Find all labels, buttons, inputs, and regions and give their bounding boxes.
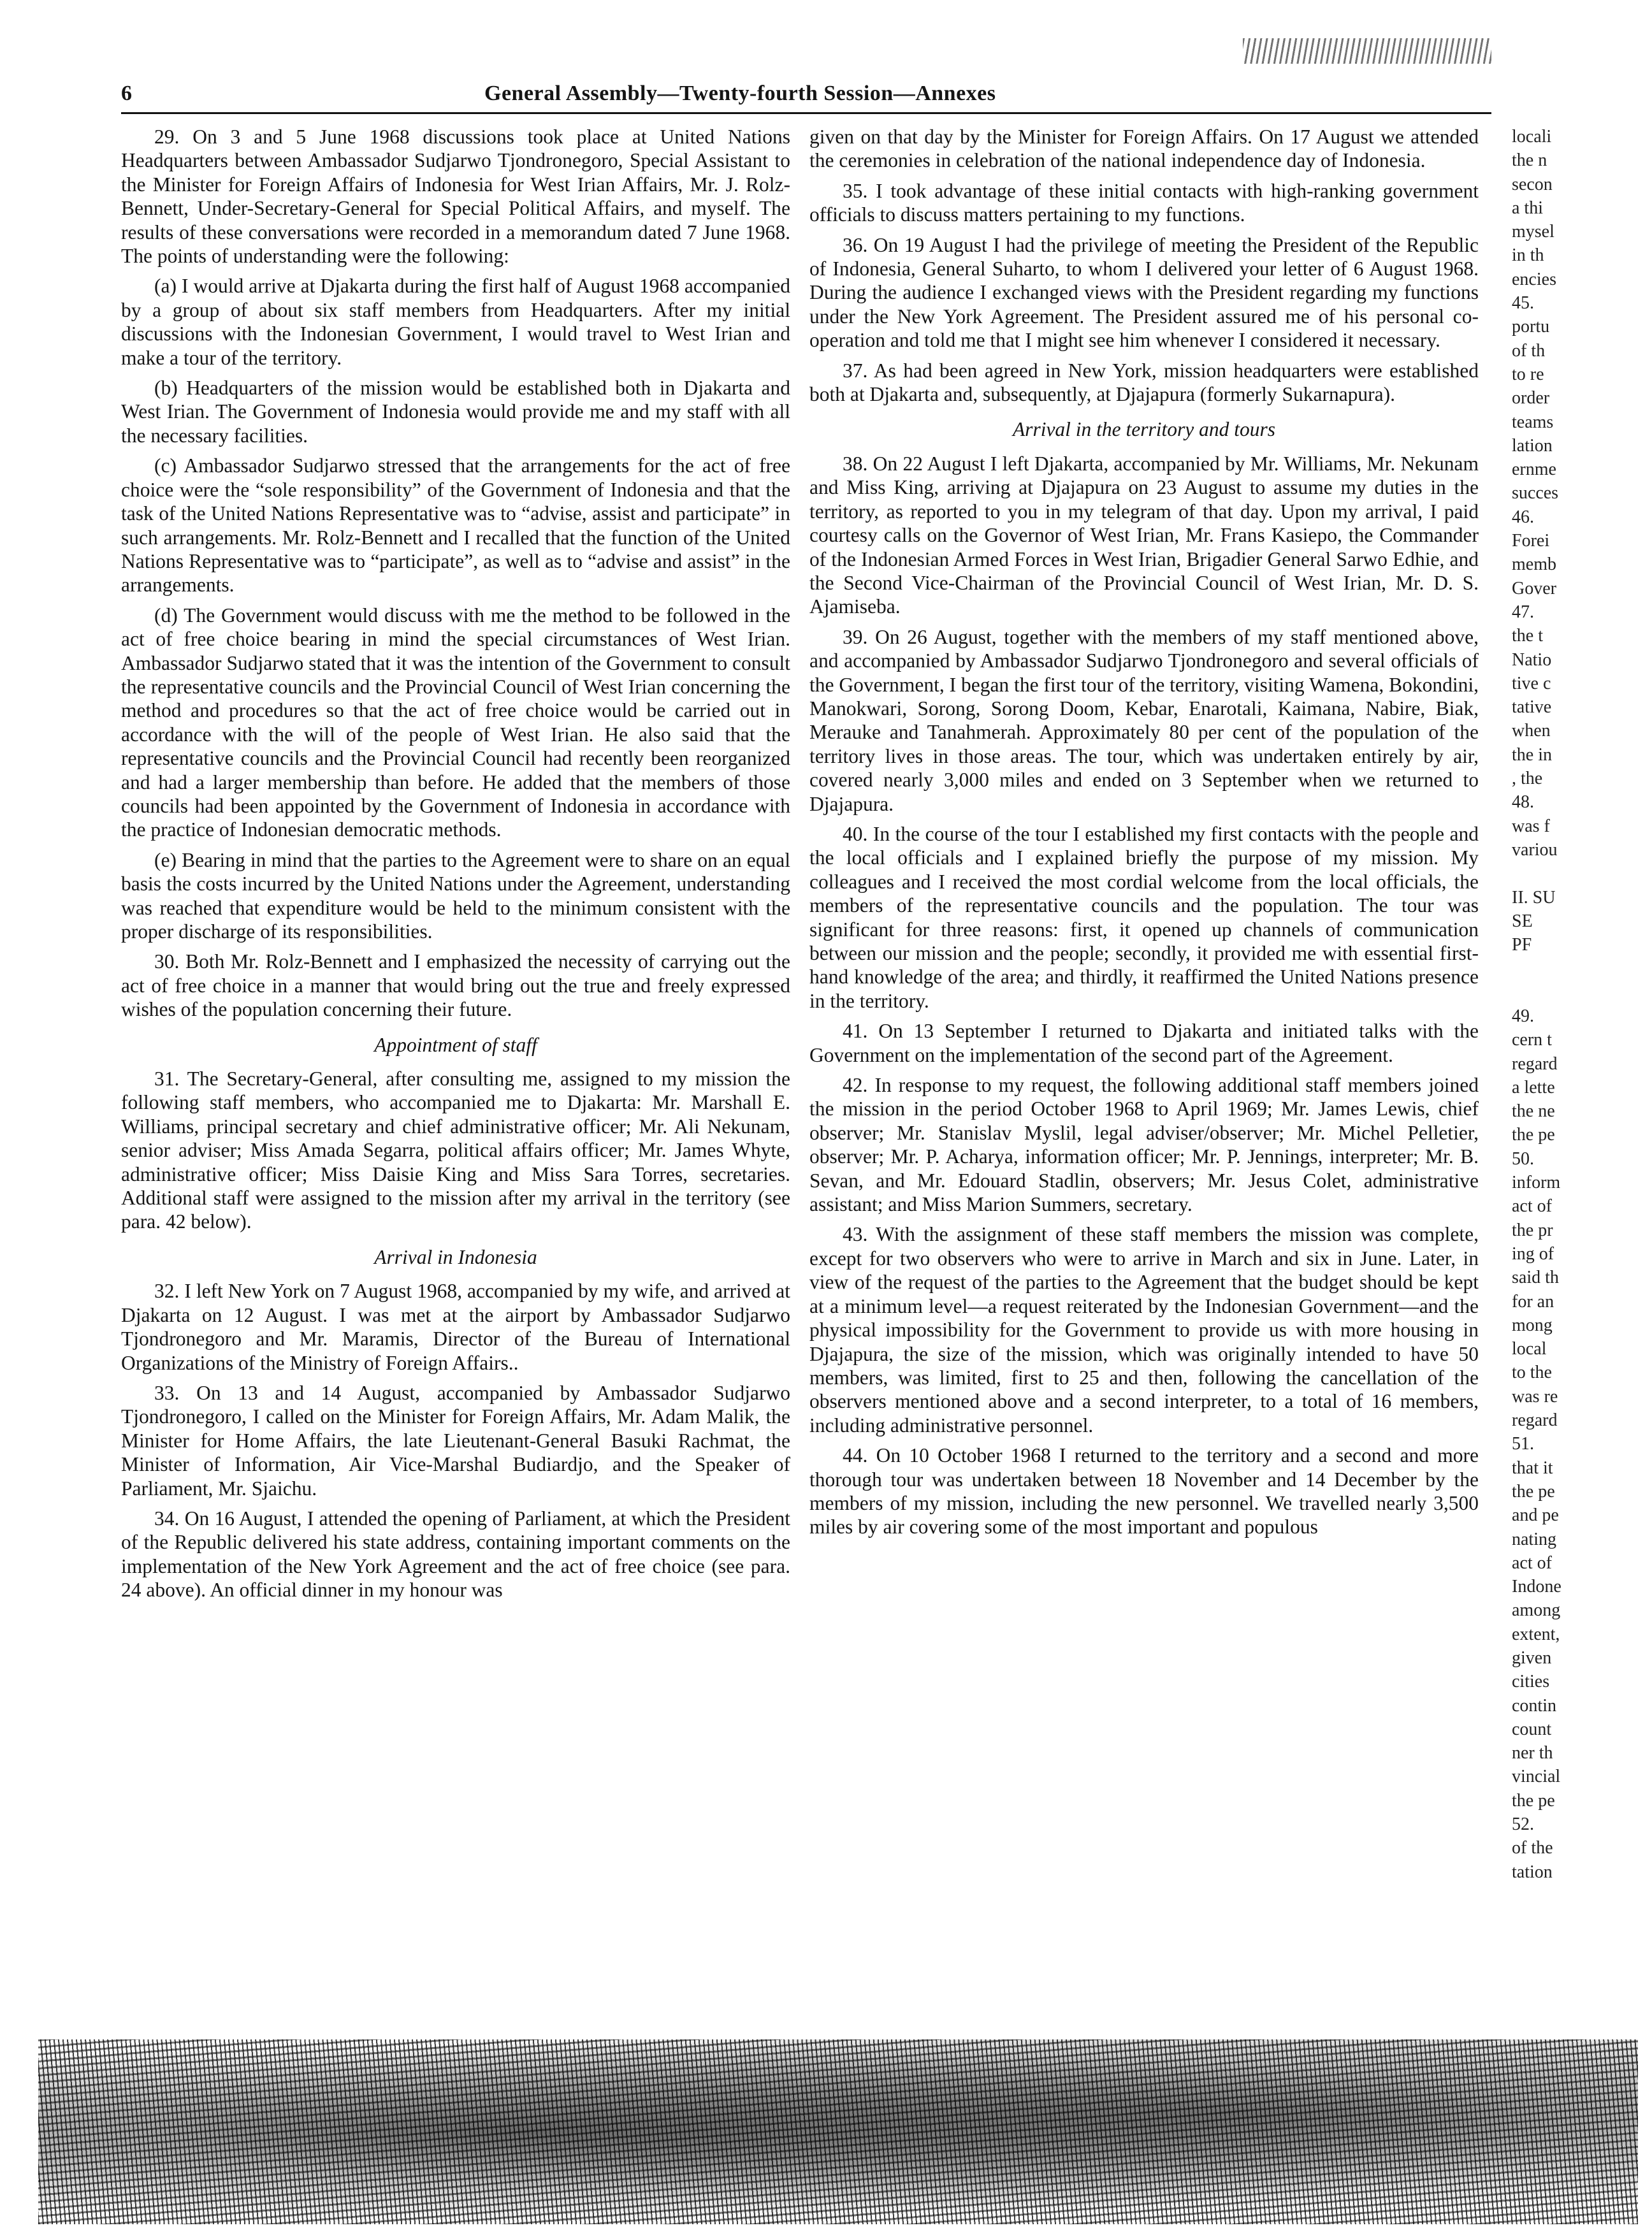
cropped-line-fragment: lation	[1512, 435, 1553, 456]
cropped-line-fragment: order	[1512, 388, 1550, 409]
cropped-line-fragment: contin	[1512, 1695, 1556, 1716]
cropped-line-fragment: Gover	[1512, 578, 1556, 598]
cropped-line-fragment: extent,	[1512, 1624, 1560, 1644]
middle-column	[809, 125, 1479, 1546]
right-column-cropped	[1512, 125, 1633, 1884]
cropped-line-fragment: ner th	[1512, 1743, 1553, 1763]
cropped-line-fragment: tative	[1512, 697, 1552, 718]
cropped-line-fragment: local	[1512, 1339, 1547, 1359]
cropped-line-fragment: Forei	[1512, 531, 1550, 551]
middle-column-paragraph: given on that day by the Minister for Foreign Affairs. On 17 August we attended the ceremonies in celebration of the national independence day of Indonesia.	[809, 126, 1479, 172]
cropped-line-fragment: count	[1512, 1719, 1552, 1739]
cropped-line-fragment: the pe	[1512, 1481, 1555, 1502]
cropped-line-fragment	[1512, 981, 1633, 1004]
cropped-line-fragment: tation	[1512, 1862, 1553, 1882]
cropped-line-fragment: mong	[1512, 1315, 1553, 1335]
middle-column-paragraph: 36. On 19 August I had the privilege of meeting the President of the Republic of Indonesia, General Suharto, to whom I delivered your letter of 6 August 1968. During the audience I exchanged views with the President regarding my functions under the New York Agreement. The President assured me of his personal co-operation and told me that I might see him whenever I considered it necessary.	[809, 233, 1479, 352]
cropped-line-fragment: the pe	[1512, 1125, 1555, 1145]
cropped-line-fragment: was f	[1512, 816, 1550, 836]
header-rule	[121, 112, 1491, 114]
cropped-line-fragment: 51.	[1512, 1434, 1534, 1454]
middle-column-paragraph: 44. On 10 October 1968 I returned to the territory and a second and more thorough tour was undertaken between 18 November and 14 December by the members of my mission, including the new personnel. We travelled nearly 3,500 miles by air covering some of the most important and populous	[809, 1444, 1479, 1538]
left-column-paragraph: 32. I left New York on 7 August 1968, accompanied by my wife, and arrived at Djakarta on 12 August. I was met at the airport by Ambassador Sudjarwo Tjondronegoro and Mr. Maramis, Director of the Bureau of International Organizations of the Ministry of Foreign Affairs..	[121, 1280, 790, 1374]
cropped-line-fragment: PF	[1512, 935, 1532, 955]
middle-column-paragraph: 38. On 22 August I left Djakarta, accompanied by Mr. Williams, Mr. Nekunam and Miss King, arriving at Djajapura on 23 August to assume my duties in the territory, as reported to you in my telegram of that day. Upon my arrival, I paid courtesy calls on the Governor of West Irian, Mr. Frans Kasiepo, the Commander of the Indonesian Armed Forces in West Irian, Brigadier General Sarwo Edhie, and the Second Vice-Chairman of the Provincial Council of West Irian, Mr. D. S. Ajamiseba.	[809, 452, 1479, 618]
cropped-line-fragment: mysel	[1512, 222, 1554, 242]
left-column-paragraph: (a) I would arrive at Djakarta during the first half of August 1968 accompanied by a group of about six staff members from Headquarters. After my initial discussions with the Indonesian Government, I would travel to West Irian and make a tour of the territory.	[121, 275, 790, 369]
middle-column-paragraph: 40. In the course of the tour I established my first contacts with the people and the local officials and I explained briefly the purpose of my mission. My colleagues and I received the most cordial welcome from the local officials, the members of the representative councils and the population. The tour was significant for three reasons: first, it opened up channels of communication between our mission and the people; secondly, it provided me with essential first-hand knowledge of the area; and thirdly, it reaffirmed the United Nations presence in the territory.	[809, 822, 1479, 1012]
cropped-line-fragment: ernme	[1512, 460, 1556, 480]
cropped-line-fragment: portu	[1512, 317, 1550, 337]
cropped-line-fragment: 49.	[1512, 1006, 1534, 1026]
cropped-line-fragment	[1512, 957, 1633, 980]
cropped-line-fragment: was re	[1512, 1386, 1558, 1407]
cropped-line-fragment: the in	[1512, 744, 1552, 765]
middle-column-paragraph: 37. As had been agreed in New York, mission headquarters were established both at Djakarta and, subsequently, at Djajapura (formerly Sukarnapura).	[809, 359, 1479, 406]
cropped-line-fragment: the ne	[1512, 1101, 1555, 1122]
middle-column-paragraph: 35. I took advantage of these initial contacts with high-ranking government officials to discuss matters pertaining to my functions.	[809, 179, 1479, 226]
scan-artifact-top	[1243, 38, 1491, 64]
cropped-line-fragment: when	[1512, 721, 1551, 741]
left-column	[121, 125, 790, 1609]
cropped-line-fragment: the t	[1512, 626, 1543, 646]
left-column-heading: Appointment of staff	[374, 1033, 537, 1056]
cropped-line-fragment: act of	[1512, 1553, 1552, 1573]
cropped-line-fragment: 48.	[1512, 792, 1534, 813]
left-column-heading: Arrival in Indonesia	[374, 1245, 537, 1268]
left-column-paragraph: 30. Both Mr. Rolz-Bennett and I emphasized the necessity of carrying out the act of free choice in a manner that would bring out the true and freely expressed wishes of the population concerning their future.	[121, 950, 790, 1021]
cropped-line-fragment: II. SU	[1512, 887, 1556, 908]
left-column-paragraph: 31. The Secretary-General, after consulting me, assigned to my mission the following staff members, who accompanied me to Djakarta: Mr. Marshall E. Williams, principal secretary and chief administrative officer; Mr. Ali Nekunam, senior adviser; Miss Amada Segarra, political affairs officer; Mr. James Whyte, administrative officer; Miss Daisie King and Miss Sara Torres, secretaries. Additional staff were assigned to the mission after my arrival in the territory (see para. 42 below).	[121, 1068, 790, 1233]
left-column-paragraph: (e) Bearing in mind that the parties to the Agreement were to share on an equal basis the costs incurred by the United Nations under the Agreement, understanding was reached that expenditure would be held to the minimum consistent with the proper discharge of its responsibilities.	[121, 848, 790, 943]
left-column-paragraph: 29. On 3 and 5 June 1968 discussions took place at United Nations Headquarters between Ambassador Sudjarwo Tjondronegoro, Special Assistant to the Minister for Foreign Affairs of Indonesia for West Irian Affairs, Mr. J. Rolz-Bennett, Under-Secretary-General for Special Political Affairs, and myself. The results of these conversations were recorded in a memorandum dated 7 June 1968. The points of understanding were the following:	[121, 126, 790, 268]
left-column-paragraph: 33. On 13 and 14 August, accompanied by Ambassador Sudjarwo Tjondronegoro, I called on the Minister for Foreign Affairs, Mr. Adam Malik, the Minister for Home Affairs, the late Lieutenant-General Basuki Rachmat, the Minister of Information, Air Vice-Marshal Budiardjo, and the Speaker of Parliament, Mr. Sjaichu.	[121, 1381, 790, 1500]
cropped-line-fragment: 45.	[1512, 293, 1534, 314]
cropped-line-fragment: the pe	[1512, 1790, 1555, 1811]
cropped-line-fragment: locali	[1512, 127, 1552, 147]
cropped-line-fragment: nating	[1512, 1529, 1556, 1549]
cropped-line-fragment: teams	[1512, 412, 1554, 432]
cropped-line-fragment: regard	[1512, 1410, 1558, 1431]
cropped-line-fragment: among	[1512, 1600, 1561, 1621]
cropped-line-fragment: act of	[1512, 1196, 1552, 1217]
cropped-line-fragment: secon	[1512, 174, 1553, 194]
cropped-line-fragment: and pe	[1512, 1505, 1559, 1526]
cropped-line-fragment: in th	[1512, 245, 1544, 266]
cropped-line-fragment: Natio	[1512, 649, 1552, 670]
page-header	[121, 78, 1491, 112]
left-column-paragraph: (c) Ambassador Sudjarwo stressed that the arrangements for the act of free choice were the “sole responsibility” of the Government of Indonesia and that the task of the United Nations Representative was to “advise, assist and participate” in such arrangements. Mr. Rolz-Bennett and I recalled that the function of the United Nations Representative was to “participate”, as well as to “advise and assist” in the arrangements.	[121, 454, 790, 597]
middle-column-paragraph: 41. On 13 September I returned to Djakarta and initiated talks with the Government on the implementation of the second part of the Agreement.	[809, 1020, 1479, 1066]
cropped-line-fragment: a lette	[1512, 1077, 1555, 1097]
cropped-line-fragment: SE	[1512, 911, 1533, 931]
cropped-line-fragment: the n	[1512, 150, 1547, 171]
cropped-line-fragment: variou	[1512, 839, 1558, 860]
cropped-line-fragment: 50.	[1512, 1148, 1534, 1169]
cropped-line-fragment: regard	[1512, 1053, 1558, 1074]
cropped-line-fragment: Indone	[1512, 1577, 1561, 1597]
left-column-paragraph: 34. On 16 August, I attended the opening of Parliament, at which the President of the Republic delivered his state address, containing important comments on the implementation of the New York Agreement and the act of free choice (see para. 24 above). An official dinner in my honour was	[121, 1507, 790, 1602]
middle-column-paragraph: 42. In response to my request, the following additional staff members joined the mission in the period October 1968 to April 1969; Mr. James Lewis, chief observer; Mr. Stanislav Myslil, legal adviser/observer; Mr. Michel Pelletier, observer; Mr. P. Acharya, information officer; Mr. P. Jennings, interpreter; Mr. B. Sevan, and Mr. Edouard Stadlin, observers; Mr. Jesus Colet, administrative assistant; and Miss Marion Summers, secretary.	[809, 1074, 1479, 1216]
middle-column-paragraph: 39. On 26 August, together with the members of my staff mentioned above, and accompanied by Ambassador Sudjarwo Tjondronegoro and several officials of the Government, I began the first tour of the territory, visiting Wamena, Bokondini, Manokwari, Sorong, Sorong Doom, Kebar, Enarotali, Kaimana, Nabire, Biak, Merauke and Tanahmerah. Approximately 80 per cent of the population of the territory lives in those areas. The tour, which was undertaken entirely by air, covered nearly 3,000 miles and ended on 3 September when we returned to Djajapura.	[809, 625, 1479, 815]
cropped-line-fragment: encies	[1512, 269, 1556, 289]
cropped-line-fragment: for an	[1512, 1291, 1554, 1312]
cropped-line-fragment: of th	[1512, 340, 1546, 361]
scan-noise-bottom	[38, 2039, 1638, 2224]
cropped-line-fragment	[1512, 862, 1633, 885]
cropped-line-fragment: succes	[1512, 483, 1559, 503]
running-title: General Assembly—Twenty-fourth Session—Annexes	[484, 82, 996, 105]
cropped-line-fragment: cities	[1512, 1672, 1550, 1692]
cropped-line-fragment: inform	[1512, 1173, 1561, 1193]
cropped-line-fragment: to the	[1512, 1363, 1552, 1383]
cropped-line-fragment: tive c	[1512, 673, 1551, 693]
cropped-line-fragment: vincial	[1512, 1767, 1561, 1787]
cropped-line-fragment: a thi	[1512, 198, 1543, 218]
cropped-line-fragment: 47.	[1512, 602, 1534, 622]
cropped-line-fragment: of the	[1512, 1838, 1553, 1858]
cropped-line-fragment: 52.	[1512, 1814, 1534, 1835]
cropped-line-fragment: given	[1512, 1648, 1552, 1668]
cropped-line-fragment: to re	[1512, 364, 1544, 384]
cropped-line-fragment: 46.	[1512, 507, 1534, 527]
cropped-line-fragment: ing of	[1512, 1243, 1554, 1264]
cropped-line-fragment: that it	[1512, 1458, 1553, 1478]
cropped-line-fragment: , the	[1512, 769, 1543, 789]
cropped-line-fragment: cern t	[1512, 1030, 1552, 1050]
middle-column-paragraph: 43. With the assignment of these staff members the mission was complete, except for two observers who were to arrive in March and six in June. Later, in view of the request of the parties to the Agreement that the budget should be kept at a minimum level—a request reiterated by the Indonesian Government—and the physical impossibility for the Government to provide us with more housing in Djajapura, the size of the mission, which was originally intended to have 50 members, was limited, first to 25 and then, following the cancellation of the observers mentioned above and a second interpreter, to a total of 16 members, including administrative personnel.	[809, 1223, 1479, 1437]
left-column-paragraph: (d) The Government would discuss with me the method to be followed in the act of free choice bearing in mind the special circumstances of West Irian. Ambassador Sudjarwo stated that it was the intention of the Government to consult the representative councils and the Provincial Council of West Irian concerning the method and procedures so that the act of free choice would be carried out in accordance with the will of the people of West Irian. He also said that the representative councils and the Provincial Council had recently been reorganized and had a larger membership than before. He added that the members of those councils had been appointed by the Government of Indonesia in accordance with the practice of Indonesian democratic methods.	[121, 604, 790, 841]
page-number: 6	[121, 82, 132, 105]
cropped-line-fragment: memb	[1512, 554, 1556, 575]
cropped-line-fragment: said th	[1512, 1268, 1559, 1288]
middle-column-heading: Arrival in the territory and tours	[1012, 418, 1276, 441]
left-column-paragraph: (b) Headquarters of the mission would be established both in Djakarta and West Irian. The Government of Indonesia would provide me and my staff with all the necessary facilities.	[121, 377, 790, 447]
cropped-line-fragment: the pr	[1512, 1220, 1553, 1240]
